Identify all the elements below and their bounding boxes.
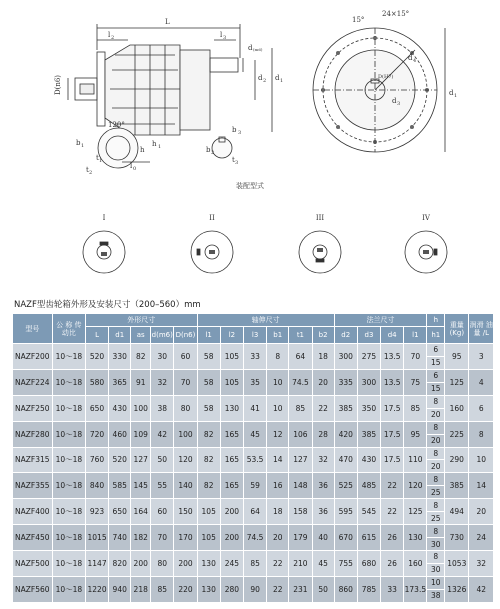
table-cell: 670: [334, 525, 357, 551]
svg-text:120°: 120°: [108, 121, 125, 129]
cell-model: NAZF315: [13, 447, 53, 473]
header-weight: 重量 (Kg): [445, 314, 469, 344]
header-subcol: L: [85, 327, 108, 344]
svg-text:d: d: [449, 89, 454, 97]
table-cell: 127: [289, 447, 312, 473]
cell-oil: 3: [469, 344, 494, 370]
table-cell: 300: [357, 369, 380, 395]
table-cell: 120: [174, 447, 197, 473]
table-cell: 38: [151, 395, 174, 421]
table-cell: 460: [109, 421, 131, 447]
svg-text:1: 1: [158, 144, 162, 150]
header-subcol: l1: [404, 327, 427, 344]
table-cell: 90: [244, 576, 267, 602]
svg-text:1: 1: [81, 143, 85, 149]
header-subcol: b1: [267, 327, 289, 344]
cell-model: NAZF200: [13, 344, 53, 370]
table-cell: 18: [312, 344, 334, 370]
table-cell: 125: [404, 499, 427, 525]
table-cell: 10: [267, 395, 289, 421]
header-subcol: b2: [312, 327, 334, 344]
svg-text:3: 3: [397, 101, 401, 107]
table-row: [13, 344, 494, 357]
svg-text:b: b: [206, 146, 211, 154]
drawing-caption: 装配型式: [236, 182, 264, 190]
table-cell: 105: [197, 499, 220, 525]
table-row: [13, 499, 494, 512]
table-cell: 200: [174, 551, 197, 577]
table-cell: 26: [381, 551, 404, 577]
table-cell: 840: [85, 473, 108, 499]
table-cell: 1147: [85, 551, 108, 577]
table-cell: 820: [109, 551, 131, 577]
cell-oil: 24: [469, 525, 494, 551]
table-cell: 130: [220, 395, 243, 421]
cell-weight: 225: [445, 421, 469, 447]
table-cell: 70: [174, 369, 197, 395]
svg-text:4: 4: [413, 58, 417, 64]
table-cell: 64: [289, 344, 312, 370]
cell-model: NAZF500: [13, 551, 53, 577]
svg-text:2: 2: [89, 170, 93, 176]
table-cell: 33: [381, 576, 404, 602]
cell-h1: 30: [427, 538, 445, 551]
cell-h1: 25: [427, 512, 445, 525]
table-cell: 40: [312, 525, 334, 551]
table-cell: 164: [131, 499, 151, 525]
table-row: [13, 369, 494, 382]
table-cell: 165: [220, 421, 243, 447]
header-h: h: [427, 314, 445, 327]
cell-h1: 25: [427, 486, 445, 499]
table-cell: 650: [85, 395, 108, 421]
cell-weight: 494: [445, 499, 469, 525]
table-cell: 80: [151, 551, 174, 577]
cell-ratio: 10～18: [52, 421, 85, 447]
svg-text:15°: 15°: [352, 16, 365, 24]
table-cell: 280: [220, 576, 243, 602]
cell-h: 8: [427, 551, 445, 564]
header-subcol: l1: [197, 327, 220, 344]
table-cell: 82: [197, 473, 220, 499]
cell-h1: 15: [427, 382, 445, 395]
table-cell: 720: [85, 421, 108, 447]
header-h1: h1: [427, 327, 445, 344]
cell-model: NAZF280: [13, 421, 53, 447]
table-cell: 74.5: [244, 525, 267, 551]
table-cell: 13.5: [381, 344, 404, 370]
table-cell: 650: [109, 499, 131, 525]
table-cell: 28: [312, 421, 334, 447]
table-cell: 75: [404, 369, 427, 395]
svg-text:2: 2: [211, 150, 215, 156]
svg-text:d: d: [258, 74, 263, 82]
table-cell: 18: [267, 499, 289, 525]
arrangement-label-III: III: [315, 214, 325, 222]
cell-weight: 730: [445, 525, 469, 551]
table-cell: 420: [334, 421, 357, 447]
table-cell: 335: [334, 369, 357, 395]
cell-h1: 20: [427, 460, 445, 473]
table-cell: 182: [131, 525, 151, 551]
table-cell: 1220: [85, 576, 108, 602]
table-cell: 170: [174, 525, 197, 551]
table-cell: 85: [244, 551, 267, 577]
table-cell: 45: [244, 421, 267, 447]
svg-text:3: 3: [235, 160, 239, 166]
cell-ratio: 10～18: [52, 576, 85, 602]
header-subcol: d1: [109, 327, 131, 344]
table-cell: 140: [174, 473, 197, 499]
table-cell: 32: [312, 447, 334, 473]
table-cell: 82: [197, 421, 220, 447]
table-cell: 127: [131, 447, 151, 473]
table-cell: 22: [381, 473, 404, 499]
svg-text:l: l: [130, 162, 133, 170]
table-cell: 70: [404, 344, 427, 370]
table-cell: 12: [267, 421, 289, 447]
cell-oil: 6: [469, 395, 494, 421]
table-cell: 860: [334, 576, 357, 602]
table-cell: 17.5: [381, 421, 404, 447]
header-model: 型号: [13, 314, 53, 344]
table-cell: 365: [109, 369, 131, 395]
table-cell: 158: [289, 499, 312, 525]
table-cell: 80: [174, 395, 197, 421]
table-cell: 60: [174, 344, 197, 370]
table-cell: 545: [357, 499, 380, 525]
arrangement-label-IV: IV: [422, 214, 430, 222]
header-subcol: d2: [334, 327, 357, 344]
table-cell: 22: [267, 551, 289, 577]
svg-text:1: 1: [280, 78, 284, 84]
header-shaft-dims: 轴伸尺寸: [197, 314, 334, 327]
table-cell: 33: [244, 344, 267, 370]
table-cell: 148: [289, 473, 312, 499]
svg-text:t: t: [86, 166, 89, 174]
table-cell: 580: [85, 369, 108, 395]
table-cell: 17.5: [381, 447, 404, 473]
cell-weight: 125: [445, 369, 469, 395]
table-cell: 585: [109, 473, 131, 499]
table-cell: 120: [404, 473, 427, 499]
header-subcol: as: [131, 327, 151, 344]
table-cell: 85: [289, 395, 312, 421]
table-cell: 130: [197, 551, 220, 577]
cell-ratio: 10～18: [52, 525, 85, 551]
gearbox-side-view: [54, 18, 283, 135]
cell-model: NAZF224: [13, 369, 53, 395]
cell-ratio: 10～18: [52, 344, 85, 370]
table-cell: 42: [151, 421, 174, 447]
cell-h1: 38: [427, 589, 445, 602]
table-cell: 26: [381, 525, 404, 551]
table-cell: 231: [289, 576, 312, 602]
cell-model: NAZF355: [13, 473, 53, 499]
table-row: [13, 447, 494, 460]
cell-model: NAZF250: [13, 395, 53, 421]
cell-ratio: 10～18: [52, 395, 85, 421]
header-outer-dims: 外形尺寸: [85, 314, 197, 327]
cell-weight: 95: [445, 344, 469, 370]
table-cell: 520: [85, 344, 108, 370]
table-cell: 220: [174, 576, 197, 602]
cell-h: 6: [427, 344, 445, 357]
svg-text:D(H7): D(H7): [378, 74, 394, 80]
svg-text:b: b: [232, 126, 237, 134]
table-cell: 470: [334, 447, 357, 473]
table-cell: 385: [334, 395, 357, 421]
arrangement-II-drawing: [191, 231, 233, 273]
header-flange-dims: 法兰尺寸: [334, 314, 427, 327]
table-cell: 106: [289, 421, 312, 447]
svg-text:1: 1: [454, 93, 458, 99]
table-cell: 165: [220, 447, 243, 473]
table-cell: 36: [312, 473, 334, 499]
table-cell: 100: [174, 421, 197, 447]
table-cell: 8: [267, 344, 289, 370]
table-cell: 91: [131, 369, 151, 395]
technical-drawings: [0, 0, 500, 300]
table-cell: 82: [197, 447, 220, 473]
cell-oil: 42: [469, 576, 494, 602]
table-cell: 179: [289, 525, 312, 551]
table-cell: 1015: [85, 525, 108, 551]
table-cell: 760: [85, 447, 108, 473]
table-cell: 32: [151, 369, 174, 395]
svg-text:d: d: [408, 54, 413, 62]
svg-text:d: d: [248, 44, 253, 52]
cell-oil: 32: [469, 551, 494, 577]
table-cell: 17.5: [381, 395, 404, 421]
table-cell: 59: [244, 473, 267, 499]
flange-front-view: [313, 10, 457, 152]
cell-oil: 20: [469, 499, 494, 525]
table-cell: 740: [109, 525, 131, 551]
table-cell: 200: [220, 525, 243, 551]
cell-oil: 10: [469, 447, 494, 473]
table-cell: 940: [109, 576, 131, 602]
table-cell: 160: [404, 551, 427, 577]
svg-text:2: 2: [263, 78, 267, 84]
cell-h1: 30: [427, 563, 445, 576]
table-cell: 95: [404, 421, 427, 447]
header-subcol: d4: [381, 327, 404, 344]
svg-text:h: h: [152, 140, 157, 148]
table-cell: 923: [85, 499, 108, 525]
table-cell: 485: [357, 473, 380, 499]
svg-text:D(n6): D(n6): [54, 74, 62, 95]
table-cell: 14: [267, 447, 289, 473]
header-subcol: t1: [289, 327, 312, 344]
table-cell: 50: [312, 576, 334, 602]
table-cell: 30: [151, 344, 174, 370]
table-cell: 245: [220, 551, 243, 577]
cell-h: 8: [427, 421, 445, 434]
table-row: [13, 395, 494, 408]
cell-model: NAZF450: [13, 525, 53, 551]
table-cell: 41: [244, 395, 267, 421]
table-cell: 82: [131, 344, 151, 370]
table-cell: 22: [381, 499, 404, 525]
cell-h: 6: [427, 369, 445, 382]
table-cell: 300: [334, 344, 357, 370]
table-cell: 105: [220, 344, 243, 370]
table-cell: 130: [197, 576, 220, 602]
table-row: [13, 421, 494, 434]
svg-text:24×15°: 24×15°: [382, 10, 410, 18]
table-cell: 74.5: [289, 369, 312, 395]
header-subcol: d(m6): [151, 327, 174, 344]
table-cell: 55: [151, 473, 174, 499]
table-cell: 145: [131, 473, 151, 499]
cell-model: NAZF400: [13, 499, 53, 525]
table-cell: 595: [334, 499, 357, 525]
header-subcol: D(n6): [174, 327, 197, 344]
table-cell: 85: [404, 395, 427, 421]
table-cell: 50: [151, 447, 174, 473]
table-cell: 16: [267, 473, 289, 499]
table-cell: 58: [197, 344, 220, 370]
table-cell: 785: [357, 576, 380, 602]
table-cell: 13.5: [381, 369, 404, 395]
table-row: [13, 473, 494, 486]
table-cell: 20: [312, 369, 334, 395]
svg-text:l: l: [220, 31, 223, 39]
cell-h: 8: [427, 473, 445, 486]
table-cell: 58: [197, 395, 220, 421]
header-subcol: d3: [357, 327, 380, 344]
header-subcol: l3: [244, 327, 267, 344]
table-cell: 210: [289, 551, 312, 577]
cell-oil: 14: [469, 473, 494, 499]
table-cell: 105: [220, 369, 243, 395]
svg-text:l: l: [108, 31, 111, 39]
table-cell: 22: [312, 395, 334, 421]
table-cell: 36: [312, 499, 334, 525]
table-cell: 150: [174, 499, 197, 525]
table-cell: 53.5: [244, 447, 267, 473]
svg-text:b: b: [76, 139, 81, 147]
header-oil: 润滑 油量 /L: [469, 314, 494, 344]
table-cell: 64: [244, 499, 267, 525]
cell-h1: 20: [427, 434, 445, 447]
svg-text:0: 0: [133, 166, 137, 172]
table-cell: 200: [220, 499, 243, 525]
cell-h: 8: [427, 499, 445, 512]
svg-text:1: 1: [99, 158, 103, 164]
cell-ratio: 10～18: [52, 447, 85, 473]
svg-text:t: t: [96, 154, 99, 162]
table-cell: 350: [357, 395, 380, 421]
header-ratio: 公 称 传动比: [52, 314, 85, 344]
cell-model: NAZF560: [13, 576, 53, 602]
table-row: [13, 576, 494, 589]
svg-text:t: t: [232, 156, 235, 164]
svg-text:2: 2: [111, 35, 115, 41]
cell-h: 8: [427, 395, 445, 408]
table-cell: 85: [151, 576, 174, 602]
cell-h: 10: [427, 576, 445, 589]
table-cell: 755: [334, 551, 357, 577]
cell-h: 8: [427, 447, 445, 460]
table-cell: 525: [334, 473, 357, 499]
table-cell: 109: [131, 421, 151, 447]
cell-oil: 4: [469, 369, 494, 395]
table-cell: 110: [404, 447, 427, 473]
table-cell: 173.5: [404, 576, 427, 602]
table-cell: 100: [131, 395, 151, 421]
arrangement-I-drawing: [83, 231, 125, 273]
cell-ratio: 10～18: [52, 499, 85, 525]
table-cell: 520: [109, 447, 131, 473]
table-cell: 10: [267, 369, 289, 395]
spec-table: [12, 313, 494, 603]
cell-oil: 8: [469, 421, 494, 447]
table-cell: 130: [404, 525, 427, 551]
table-cell: 218: [131, 576, 151, 602]
cell-h1: 15: [427, 356, 445, 369]
cell-h1: 20: [427, 408, 445, 421]
table-cell: 615: [357, 525, 380, 551]
header-subcol: l2: [220, 327, 243, 344]
table-cell: 58: [197, 369, 220, 395]
svg-text:3: 3: [238, 130, 242, 136]
table-cell: 275: [357, 344, 380, 370]
svg-text:(m6): (m6): [253, 47, 263, 52]
svg-text:L: L: [165, 18, 170, 26]
table-cell: 20: [267, 525, 289, 551]
svg-text:d: d: [392, 97, 397, 105]
table-cell: 22: [267, 576, 289, 602]
svg-text:h: h: [140, 146, 145, 154]
arrangement-IV-drawing: [405, 231, 447, 273]
arrangement-label-I: I: [102, 214, 106, 222]
table-row: [13, 551, 494, 564]
table-cell: 385: [357, 421, 380, 447]
table-cell: 35: [244, 369, 267, 395]
cell-ratio: 10～18: [52, 551, 85, 577]
table-cell: 70: [151, 525, 174, 551]
cell-h: 8: [427, 525, 445, 538]
table-cell: 430: [357, 447, 380, 473]
table-cell: 60: [151, 499, 174, 525]
cell-weight: 385: [445, 473, 469, 499]
table-cell: 165: [220, 473, 243, 499]
arrangement-III-drawing: [299, 231, 341, 273]
cell-weight: 290: [445, 447, 469, 473]
cell-ratio: 10～18: [52, 473, 85, 499]
table-row: [13, 525, 494, 538]
table-cell: 680: [357, 551, 380, 577]
svg-text:d: d: [275, 74, 280, 82]
table-cell: 45: [312, 551, 334, 577]
cell-weight: 1326: [445, 576, 469, 602]
table-cell: 105: [197, 525, 220, 551]
table-title: NAZF型齿轮箱外形及安装尺寸（200–560）mm: [14, 300, 201, 310]
arrangement-label-II: II: [209, 214, 215, 222]
cell-weight: 1053: [445, 551, 469, 577]
table-cell: 200: [131, 551, 151, 577]
table-cell: 430: [109, 395, 131, 421]
cell-ratio: 10～18: [52, 369, 85, 395]
keyway-detail-right: [206, 126, 241, 166]
svg-text:3: 3: [223, 35, 227, 41]
cell-weight: 160: [445, 395, 469, 421]
table-cell: 330: [109, 344, 131, 370]
